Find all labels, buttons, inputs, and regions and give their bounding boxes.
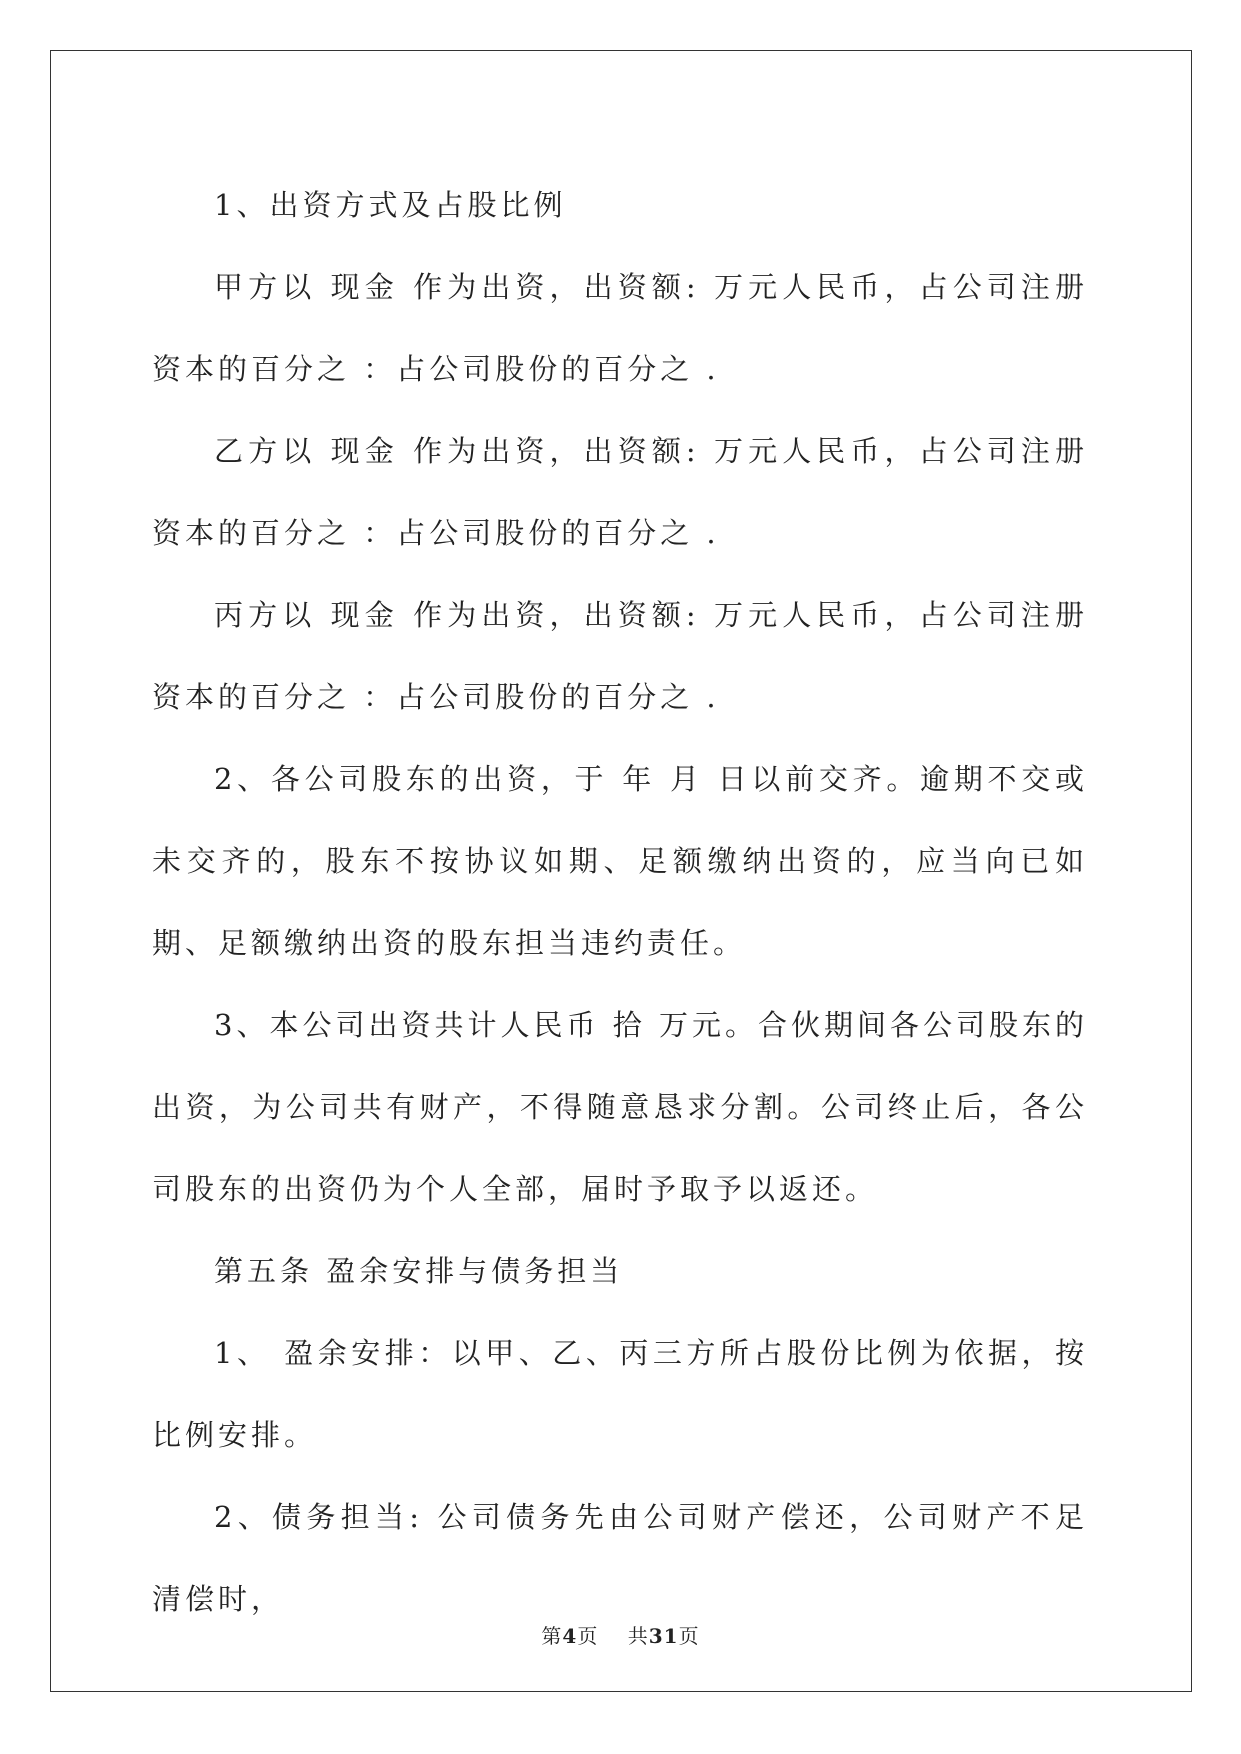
section-heading-article-5: 第五条 盈余安排与债务担当 [214,1254,624,1288]
paragraph-contribution-method: 1、出资方式及占股比例 [214,188,567,222]
paragraph-profit-distribution: 1、 盈余安排：以甲、乙、丙三方所占股份比例为依据，按比例安排。 [152,1336,1088,1452]
paragraph-party-b: 乙方以 现金 作为出资，出资额: 万元人民币，占公司注册资本的百分之 ：占公司股份的百分之 . [152,434,1088,550]
paragraph-party-c: 丙方以 现金 作为出资，出资额: 万元人民币，占公司注册资本的百分之 ：占公司股份的百分之 . [152,598,1088,714]
document-body [152,164,1088,1640]
footer-page-number: 4 [562,1624,578,1648]
footer-total-suffix: 页 [678,1624,700,1648]
page-footer [0,1620,1241,1649]
paragraph-debt-liability: 2、债务担当: 公司债务先由公司财产偿还，公司财产不足清偿时， [152,1500,1088,1616]
footer-prefix: 第 [541,1624,563,1648]
footer-total-prefix: 共 [627,1624,649,1648]
paragraph-contribution-deadline: 2、各公司股东的出资，于 年 月 日以前交齐。逾期不交或未交齐的，股东不按协议如期、足额缴纳出资的，应当向已如期、足额缴纳出资的股东担当违约责任。 [152,762,1088,960]
paragraph-total-contribution: 3、本公司出资共计人民币 拾 万元。合伙期间各公司股东的出资，为公司共有财产，不得随意恳求分割。公司终止后，各公司股东的出资仍为个人全部，届时予取予以返还。 [152,1008,1088,1206]
paragraph-party-a: 甲方以 现金 作为出资，出资额: 万元人民币，占公司注册资本的百分之 ：占公司股份的百分之 . [152,270,1088,386]
footer-page-suffix: 页 [577,1624,599,1648]
footer-total-pages: 31 [648,1624,679,1648]
